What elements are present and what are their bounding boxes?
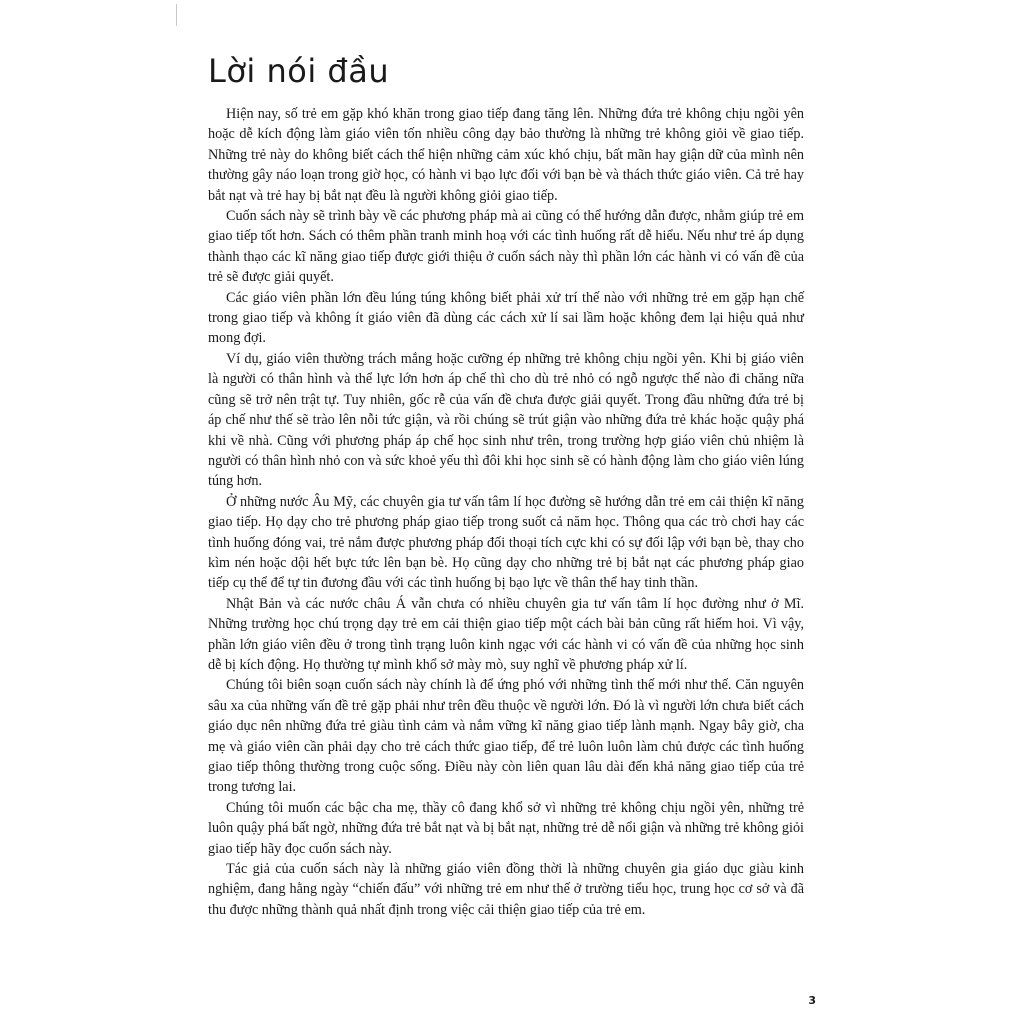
page-number: 3: [808, 994, 816, 1007]
paragraph: Cuốn sách này sẽ trình bày về các phương pháp mà ai cũng có thể hướng dẫn được, nhằm giúp trẻ em giao tiếp tốt hơn. Sách có thêm phần tranh minh hoạ với các tình huống rất dễ hiểu. Nếu như trẻ áp dụng thành thạo các kĩ năng giao tiếp được giới thiệu ở cuốn sách này thì phần lớn các hành vi có vấn đề của trẻ sẽ được giải quyết.: [208, 208, 804, 286]
paragraph: Tác giả của cuốn sách này là những giáo viên đồng thời là những chuyên gia giáo dục giàu kinh nghiệm, đang hằng ngày “chiến đấu” với những trẻ em như thế ở trường tiểu học, trung học cơ sở và đã thu được những thành quả nhất định trong việc cải thiện giao tiếp của trẻ em.: [208, 861, 804, 918]
scan-mark: [176, 4, 177, 26]
paragraph: Hiện nay, số trẻ em gặp khó khăn trong giao tiếp đang tăng lên. Những đứa trẻ không chịu ngồi yên hoặc dễ kích động làm giáo viên tốn nhiều công dạy bảo thường là những trẻ không giỏi về giao tiếp. Những trẻ này do không biết cách thể hiện những cảm xúc khó chịu, bất mãn hay giận dữ của mình nên thường gây náo loạn trong giờ học, có hành vi bạo lực đối với bạn bè và thách thức giáo viên. Cả trẻ hay bắt nạt và trẻ hay bị bắt nạt đều là người không giỏi giao tiếp.: [208, 106, 804, 204]
paragraph: Nhật Bản và các nước châu Á vẫn chưa có nhiều chuyên gia tư vấn tâm lí học đường như ở Mĩ. Những trường học chú trọng dạy trẻ em cải thiện giao tiếp một cách bài bản cũng rất hiếm hoi. Vì vậy, phần lớn giáo viên đều ở trong tình trạng luôn kinh ngạc với các hành vi có vấn đề của những học sinh dễ bị kích động. Họ thường tự mình khổ sở mày mò, suy nghĩ về phương pháp xử lí.: [208, 595, 804, 673]
paragraph: Chúng tôi biên soạn cuốn sách này chính là để ứng phó với những tình thế mới như thế. Căn nguyên sâu xa của những vấn đề trẻ gặp phải như trên đều thuộc về người lớn. Đó là vì người lớn chưa biết cách giáo dục nên những đứa trẻ giàu tình cảm và nắm vững kĩ năng giao tiếp lành mạnh. Ngay bây giờ, cha mẹ và giáo viên cần phải dạy cho trẻ cách thức giao tiếp, để trẻ luôn luôn làm chủ được các tình huống giao tiếp thông thường trong cuộc sống. Điều này còn liên quan lâu dài đến khả năng giao tiếp của trẻ trong tương lai.: [208, 677, 804, 796]
paragraph: Chúng tôi muốn các bậc cha mẹ, thầy cô đang khổ sở vì những trẻ không chịu ngồi yên, những trẻ luôn quậy phá bất ngờ, những đứa trẻ bắt nạt và bị bắt nạt, những trẻ dễ nổi giận và những trẻ không giỏi giao tiếp hãy đọc cuốn sách này.: [208, 799, 804, 857]
body-text: [208, 104, 804, 920]
paragraph: Ở những nước Âu Mỹ, các chuyên gia tư vấn tâm lí học đường sẽ hướng dẫn trẻ em cải thiện kĩ năng giao tiếp. Họ dạy cho trẻ phương pháp giao tiếp trong suốt cả năm học. Thông qua các trò chơi hay các tình huống đóng vai, trẻ nắm được phương pháp đối thoại tích cực khi có sự đối lập với bạn bè, thay cho kìm nén hoặc dội hết bực tức lên bạn bè. Họ cũng dạy cho những trẻ bị bắt nạt các phương pháp giao tiếp cụ thể để tự tin đương đầu với các tình huống bị bạo lực về thân thể hay tinh thần.: [208, 493, 804, 592]
chapter-title: Lời nói đầu: [208, 52, 390, 90]
paragraph: Ví dụ, giáo viên thường trách mắng hoặc cưỡng ép những trẻ không chịu ngồi yên. Khi bị giáo viên là người có thân hình và thể lực lớn hơn áp chế thì cho dù trẻ nhỏ có ngỗ ngược thế nào đi chăng nữa cũng sẽ trở nên trật tự. Tuy nhiên, gốc rễ của vấn đề chưa được giải quyết. Trong đầu những đứa trẻ bị áp chế như thế sẽ trào lên nỗi tức giận, và rồi chúng sẽ trút giận vào những đứa trẻ khác hoặc quậy phá khi về nhà. Cũng với phương pháp áp chế học sinh như trên, trong trường hợp giáo viên chủ nhiệm là người có thân hình nhỏ con và sức khoẻ yếu thì đôi khi học sinh sẽ có hành động làm cho giáo viên lúng túng hơn.: [208, 350, 804, 490]
paragraph: Các giáo viên phần lớn đều lúng túng không biết phải xử trí thế nào với những trẻ em gặp hạn chế trong giao tiếp và không ít giáo viên đã dùng các cách xử lí sai lầm hoặc không đem lại hiệu quả như mong đợi.: [208, 289, 804, 347]
